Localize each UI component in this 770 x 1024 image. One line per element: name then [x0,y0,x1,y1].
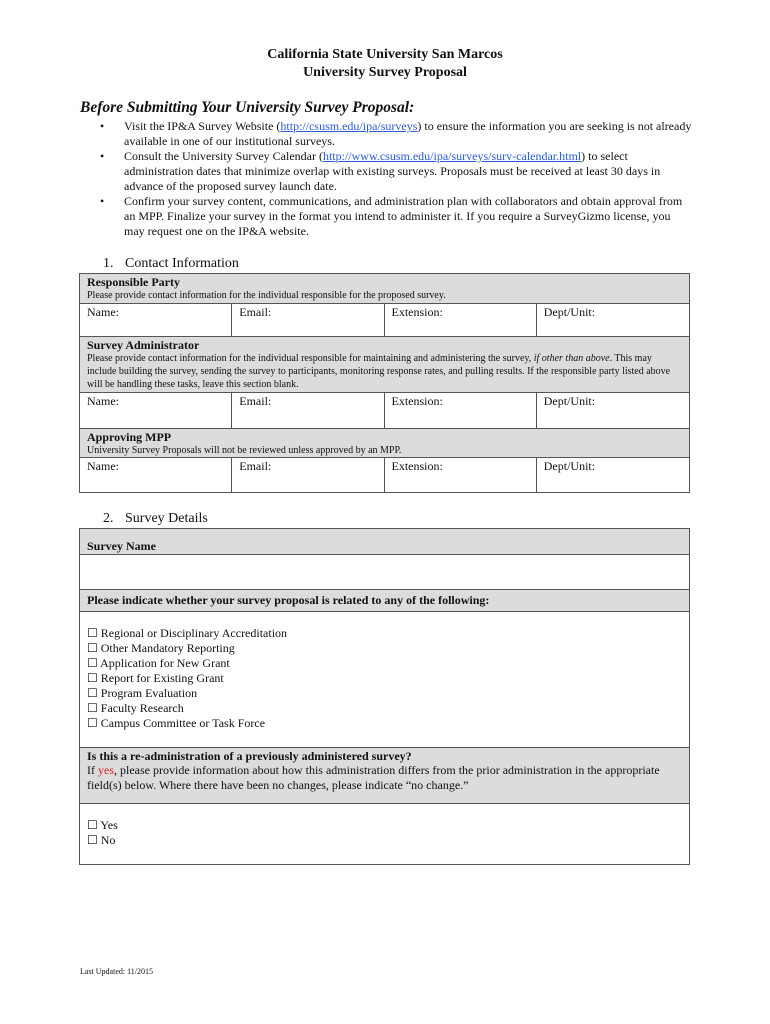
survey-website-link[interactable]: http://csusm.edu/ipa/surveys [280,119,418,133]
survey-administrator-header [80,336,689,392]
mpp-extension-field[interactable]: Extension: [385,458,537,492]
checkbox-icon[interactable]: ☐ [87,686,98,700]
related-checkbox-item[interactable] [87,701,287,716]
readministration-desc: If yes, please provide information about how this administration differs from the prior administration in the appropriate field(s) below. Where there have been no changes, please indicate “no change.” [87,763,660,792]
readmin-checkbox-item[interactable] [87,818,118,833]
checkbox-icon[interactable]: ☐ [87,626,98,640]
survey-administrator-desc: Please provide contact information for the individual responsible for maintaining and administering the survey, if other than above. This may include building the survey, sending the survey to participants, monitoring response rates, and pulling results. If the responsible party listed above will be handling these tasks, leave this section blank. [87,353,671,390]
checkbox-label: Report for Existing Grant [100,671,224,685]
mpp-name-field[interactable]: Name: [80,458,232,492]
section-heading-survey-details [103,511,208,527]
checkbox-icon[interactable]: ☐ [87,671,98,685]
responsible-email-field[interactable]: Email: [232,304,384,336]
responsible-name-field[interactable]: Name: [80,304,232,336]
document-title: California State University San Marcos [267,47,503,62]
checkbox-icon[interactable]: ☐ [87,833,98,847]
checkbox-label: Other Mandatory Reporting [100,641,235,655]
section-heading-contact [103,256,239,272]
before-heading: Before Submitting Your University Survey Proposal: [80,99,415,116]
related-checkbox-item[interactable] [87,626,287,641]
survey-details-table [79,528,690,865]
approving-mpp-header [80,428,689,458]
contact-information-table [79,273,690,493]
instruction-text: Visit the IP&A Survey Website ( [124,119,281,133]
instruction-text: ) to ensure the information you are seeking is not already available in one of our institutional surveys. [124,119,692,148]
survey-name-input[interactable] [80,555,689,589]
related-checkbox-item[interactable] [87,686,287,701]
administrator-dept-field[interactable]: Dept/Unit: [543,394,596,408]
responsible-extension-field[interactable]: Extension: [385,304,537,336]
survey-administrator-title: Survey Administrator [87,338,200,352]
related-options-list [87,626,287,731]
last-updated-footer: Last Updated: 11/2015 [80,967,154,976]
checkbox-label: Regional or Disciplinary Accreditation [100,626,288,640]
bullet-icon: • [100,194,105,208]
document-subtitle: University Survey Proposal [303,65,467,80]
mpp-dept-field[interactable]: Dept/Unit: [543,459,596,473]
related-checkbox-item[interactable] [87,671,287,686]
checkbox-icon[interactable]: ☐ [87,818,98,832]
survey-administrator-fields [80,392,689,428]
survey-name-label: Survey Name [87,539,156,553]
readmin-checkbox-item[interactable] [87,833,118,848]
approving-mpp-fields [80,457,689,492]
checkbox-label: Campus Committee or Task Force [100,716,266,730]
bullet-icon: • [100,149,105,163]
checkbox-label: Program Evaluation [100,686,198,700]
instruction-text: ) to select administration dates that minimize overlap with existing surveys. Proposals must be received at least 30 days in advance of the proposed survey launch date. [124,149,661,193]
related-question-header [80,589,689,611]
instruction-item [80,194,692,239]
instruction-text: Consult the University Survey Calendar ( [124,149,323,163]
checkbox-icon[interactable]: ☐ [87,716,98,730]
bullet-icon: • [100,119,105,133]
approving-mpp-title: Approving MPP [87,430,172,444]
administrator-name-field[interactable]: Name: [80,393,232,428]
checkbox-label: No [100,833,116,847]
administrator-email-field[interactable]: Email: [232,393,384,428]
checkbox-label: Yes [100,818,118,832]
checkbox-icon[interactable]: ☐ [87,656,98,670]
instruction-item [80,119,692,149]
administrator-extension-field[interactable]: Extension: [385,393,537,428]
instructions-list [80,119,692,239]
responsible-party-desc: Please provide contact information for the individual responsible for the proposed survey. [87,290,446,301]
checkbox-icon[interactable]: ☐ [87,701,98,715]
responsible-party-fields [80,303,689,336]
related-question-text: Please indicate whether your survey proposal is related to any of the following: [87,593,490,607]
approving-mpp-desc: University Survey Proposals will not be reviewed unless approved by an MPP. [87,445,402,456]
checkbox-label: Faculty Research [100,701,184,715]
readministration-header [80,747,689,803]
related-checkbox-item[interactable] [87,656,287,671]
section-number: 2. [103,511,114,526]
section-title: Survey Details [125,511,208,526]
related-checkbox-item[interactable] [87,641,287,656]
checkbox-label: Application for New Grant [100,656,230,670]
readministration-question: Is this a re-administration of a previously administered survey? [87,749,412,763]
related-checkbox-item[interactable] [87,716,287,731]
readministration-options-list [87,818,118,848]
survey-name-header [80,529,689,554]
survey-calendar-link[interactable]: http://www.csusm.edu/ipa/surveys/surv-calendar.html [322,149,582,163]
responsible-party-header [80,274,689,304]
instruction-item [80,149,692,194]
responsible-party-title: Responsible Party [87,275,180,289]
mpp-email-field[interactable]: Email: [232,458,384,492]
section-number: 1. [103,256,114,271]
instruction-text: Confirm your survey content, communications, and administration plan with collaborators and obtain approval from an MPP. Finalize your survey in the format you intend to administer it. If you require a SurveyGizmo license, you may request one on the IP&A website. [124,194,683,238]
checkbox-icon[interactable]: ☐ [87,641,98,655]
responsible-dept-field[interactable]: Dept/Unit: [543,305,596,319]
section-title: Contact Information [125,256,239,271]
